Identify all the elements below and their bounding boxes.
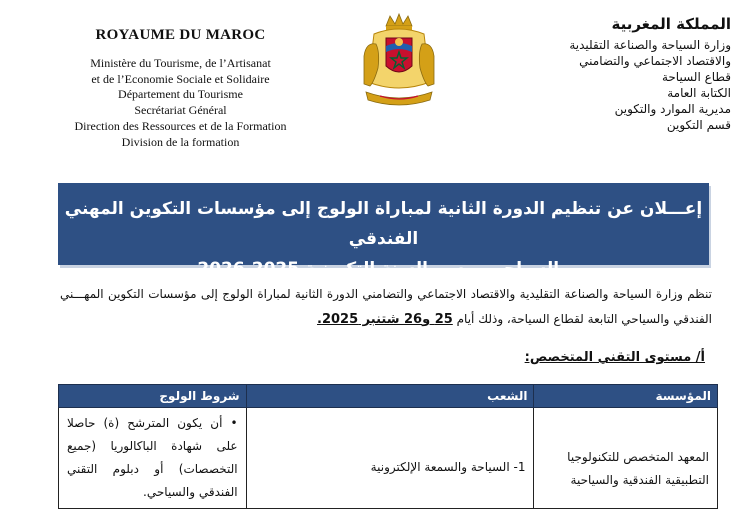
admission-table — [58, 384, 718, 509]
division-line-ar: قسم التكوين — [666, 118, 731, 132]
moroccan-coat-of-arms-icon — [360, 12, 438, 108]
header-ar — [531, 15, 731, 133]
division-line: Division de la formation — [121, 134, 240, 149]
header-branches: الشعب — [246, 385, 534, 408]
sector-line-ar: قطاع السياحة — [661, 70, 731, 84]
kingdom-title-fr: ROYAUME DU MAROC — [95, 27, 266, 43]
intro-paragraph — [60, 282, 712, 332]
header-conditions: شروط الولوج — [59, 385, 247, 408]
announcement-banner — [58, 183, 709, 279]
institution-cell: المعهد المتخصص للتكنولوجيا التطبيقية الفندقية والسياحية — [534, 408, 718, 509]
table-header-row — [59, 385, 718, 408]
direction-line-ar: مديرية الموارد والتكوين — [614, 102, 731, 116]
branch-cell: 1- السياحة والسمعة الإلكترونية — [246, 408, 534, 509]
banner-title-line-2: والسياحي برسم السنة التكوينية 2025-2026 — [197, 259, 570, 279]
ministry-line-ar-2: والاقتصاد الاجتماعي والتضامني — [579, 54, 731, 68]
secretariat-line-ar: الكتابة العامة — [667, 86, 731, 100]
table-row — [59, 408, 718, 509]
ministry-line-1: Ministère du Tourisme, de l’Artisanat — [90, 56, 271, 70]
header-fr — [58, 27, 303, 150]
direction-line: Direction des Ressources et de la Formation — [74, 118, 287, 133]
ministry-line-2: et de l’Economie Sociale et Solidaire — [91, 71, 270, 86]
conditions-cell: • أن يكون المترشح (ة) حاصلا على شهادة الباكالوريا (جميع التخصصات) أو دبلوم التقني الفندقي والسياحي. — [59, 408, 247, 509]
kingdom-title-ar: المملكة المغربية — [611, 15, 731, 33]
section-heading-specialized-technician: أ/ مستوى التقني المتخصص: — [524, 350, 705, 365]
banner-title-line-1: إعـــلان عن تنظيم الدورة الثانية لمباراة الولوج إلى مؤسسات التكوين المهني الفندقي — [64, 199, 703, 249]
secretariat-line: Secrétariat Général — [134, 103, 227, 118]
ministry-line-ar-1: وزارة السياحة والصناعة التقليدية — [569, 38, 731, 52]
header-institution: المؤسسة — [534, 385, 718, 408]
department-line: Département du Tourisme — [118, 87, 243, 102]
exam-dates: 25 و26 شتنبر 2025. — [317, 312, 453, 327]
intro-text: تنظم وزارة السياحة والصناعة التقليدية والاقتصاد الاجتماعي والتضامني الدورة الثانية لمباراة الولوج إلى مؤسسات التكوين المهـــني الفندقي والسياحي التابعة لقطاع السياحة، وذلك أيام — [60, 287, 712, 326]
